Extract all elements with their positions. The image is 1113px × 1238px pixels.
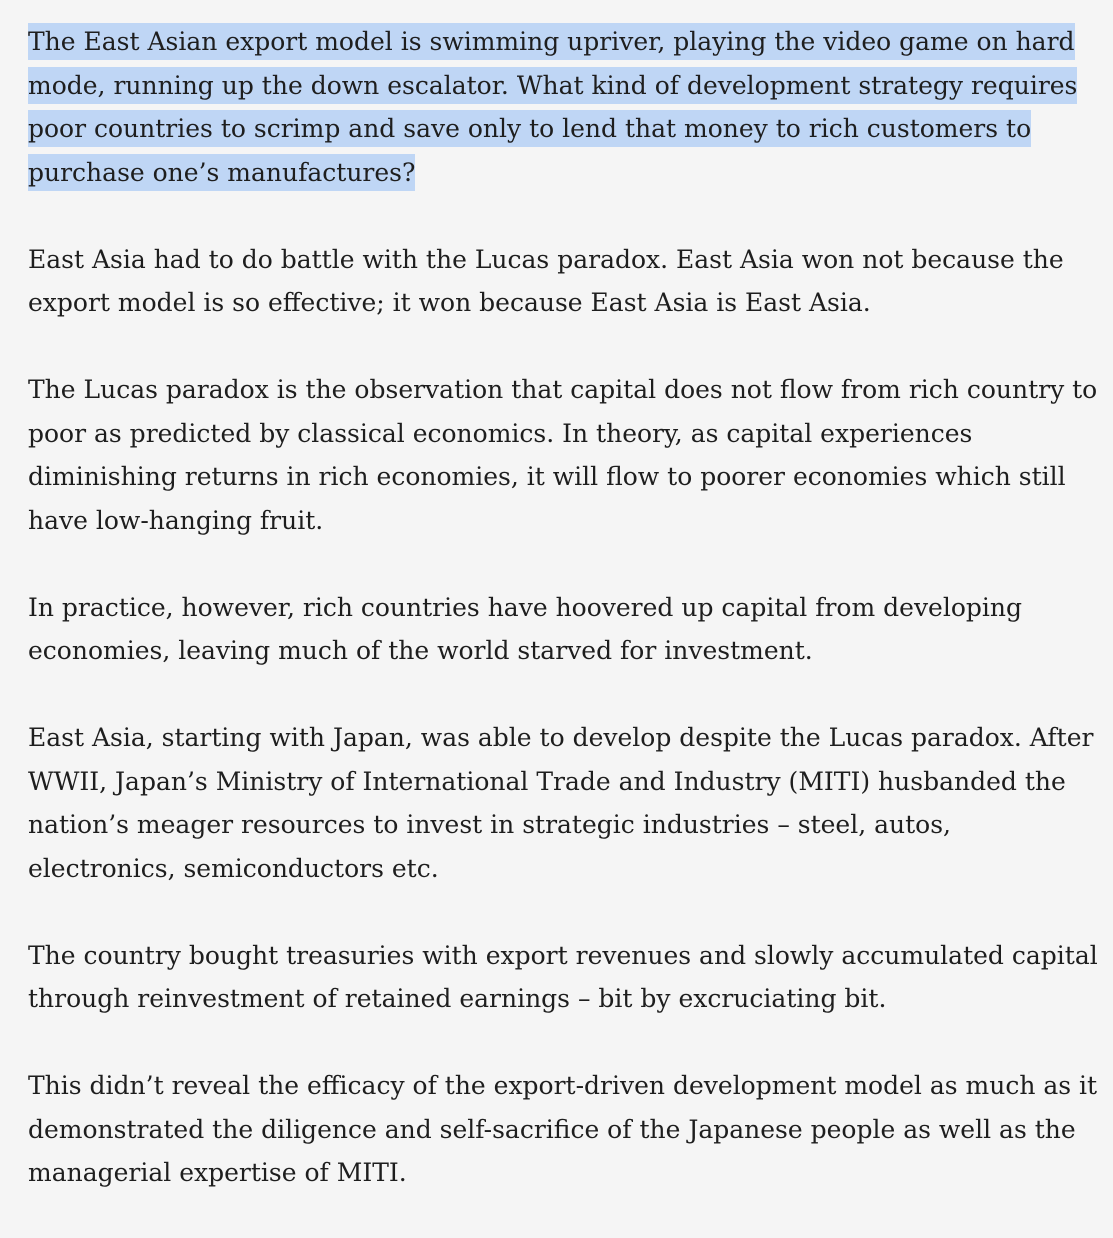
paragraph-5: East Asia, starting with Japan, was able to develop despite the Lucas paradox. After WWII, Japan’s Ministry of International Trade and Industry (MITI) husbanded the nation’s meager resources to invest in strategic industries – steel, autos, electronics, semiconductors etc.: [28, 723, 1094, 883]
paragraph-6: The country bought treasuries with export revenues and slowly accumulated capital through reinvestment of retained earnings – bit by excruciating bit.: [28, 940, 1098, 1013]
selected-text[interactable]: The East Asian export model is swimming upriver, playing the video game on hard mode, running up the down escalator. What kind of development strategy requires poor countries to scrimp and save only to lend that money to rich customers to purchase one’s manufactures?: [28, 23, 1077, 191]
paragraph-4: In practice, however, rich countries have hoovered up capital from developing economies, leaving much of the world starved for investment.: [28, 592, 1023, 665]
paragraph-1: [28, 20, 1098, 194]
paragraph-3: The Lucas paradox is the observation that capital does not flow from rich country to poor as predicted by classical economics. In theory, as capital experiences diminishing returns in rich economies, it will flow to poorer economies which still have low-hanging fruit.: [28, 375, 1098, 535]
article-body: [28, 20, 1098, 1238]
paragraph-7: This didn’t reveal the efficacy of the export-driven development model as much as it demonstrated the diligence and self-sacrifice of the Japanese people as well as the managerial expertise of MITI.: [28, 1071, 1098, 1187]
paragraph-2: East Asia had to do battle with the Lucas paradox. East Asia won not because the export model is so effective; it won because East Asia is East Asia.: [28, 244, 1064, 317]
